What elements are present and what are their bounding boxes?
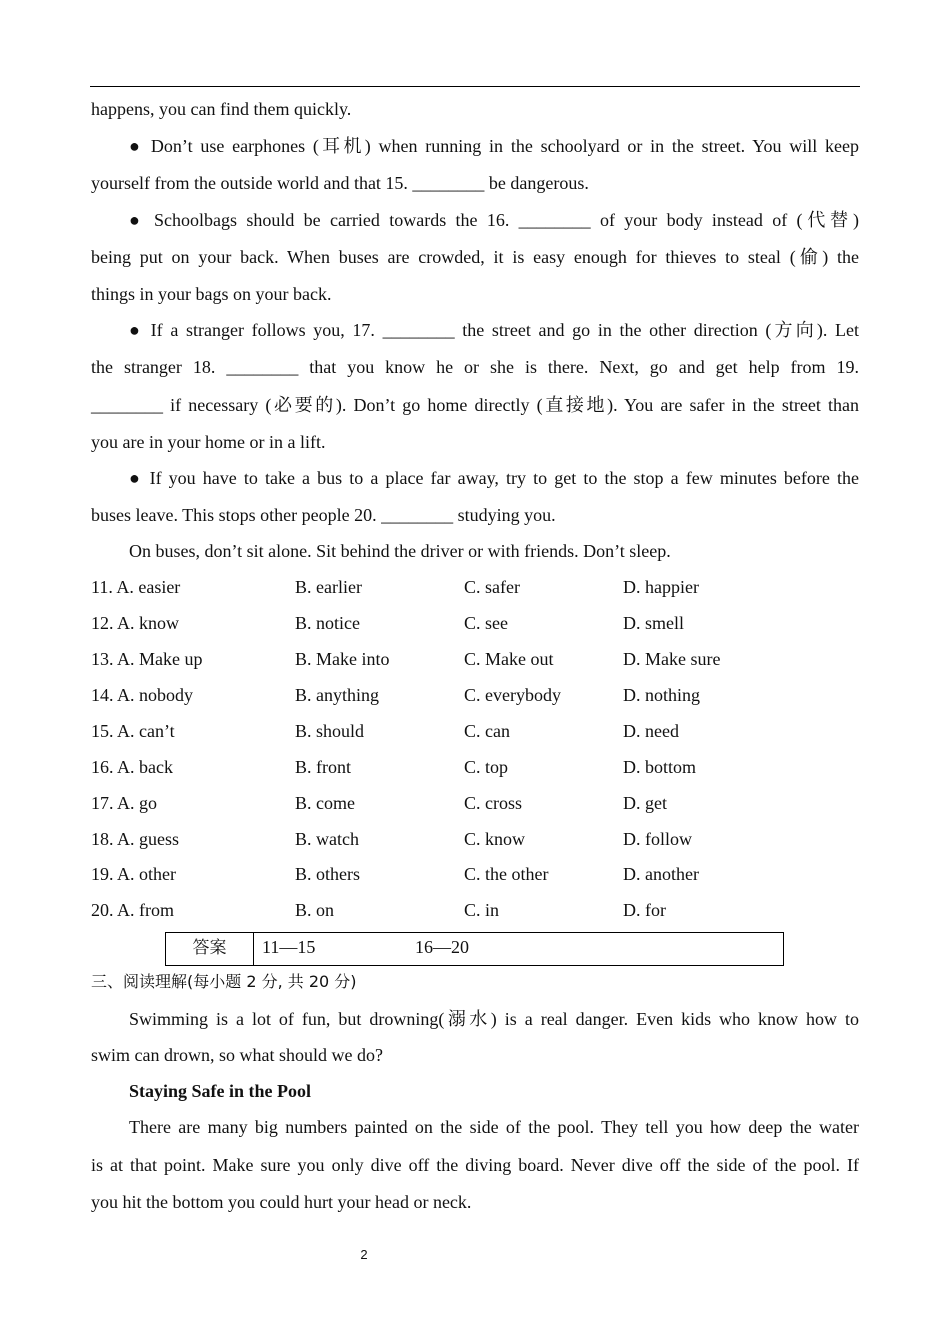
- option-20-a: 20. A. from: [91, 900, 174, 920]
- answer-range-16-20: 16—20: [415, 937, 469, 957]
- option-20-c: C. in: [464, 900, 500, 920]
- option-20-d: D. for: [623, 900, 666, 920]
- text-line: ● Schoolbags should be carried towards the 16. ________ of your body instead of (代替): [129, 210, 859, 230]
- para-line: you hit the bottom you could hurt your head or neck.: [91, 1192, 472, 1212]
- option-14-c: C. everybody: [464, 685, 561, 705]
- para-line: There are many big numbers painted on the side of the pool. They tell you how deep the water: [129, 1117, 859, 1137]
- option-15-d: D. need: [623, 721, 679, 741]
- option-15-b: B. should: [295, 721, 365, 741]
- text-line: things in your bags on your back.: [91, 284, 332, 304]
- answer-range-11-15: 11—15: [262, 937, 316, 957]
- option-14-a: 14. A. nobody: [91, 685, 194, 705]
- option-19-c: C. the other: [464, 864, 549, 884]
- option-13-a: 13. A. Make up: [91, 649, 203, 669]
- option-16-a: 16. A. back: [91, 757, 173, 777]
- option-15-a: 15. A. can’t: [91, 721, 175, 741]
- option-11-b: B. earlier: [295, 577, 362, 597]
- text-line: buses leave. This stops other people 20. ________ studying you.: [91, 505, 556, 525]
- option-13-d: D. Make sure: [623, 649, 721, 669]
- option-13-b: B. Make into: [295, 649, 390, 669]
- option-18-a: 18. A. guess: [91, 829, 180, 849]
- option-19-b: B. others: [295, 864, 360, 884]
- page-number: 2: [360, 1247, 368, 1262]
- intro-line: swim can drown, so what should we do?: [91, 1045, 383, 1065]
- option-17-a: 17. A. go: [91, 793, 158, 813]
- answer-table: [165, 932, 784, 966]
- option-13-c: C. Make out: [464, 649, 554, 669]
- text-line: ________ if necessary (必要的). Don’t go home directly (直接地). You are safer in the street than: [91, 395, 859, 415]
- para-line: is at that point. Make sure you only dive off the diving board. Never dive off the side of the pool. If: [91, 1155, 859, 1175]
- intro-line: Swimming is a lot of fun, but drowning(溺水) is a real danger. Even kids who know how to: [129, 1009, 859, 1029]
- text-line: ● If you have to take a bus to a place far away, try to get to the stop a few minutes before the: [129, 468, 859, 488]
- option-17-c: C. cross: [464, 793, 522, 813]
- option-19-a: 19. A. other: [91, 864, 176, 884]
- text-line: ● If a stranger follows you, 17. ________ the street and go in the other direction (方向). Let: [129, 320, 859, 340]
- text-line: being put on your back. When buses are crowded, it is easy enough for thieves to steal (偷) the: [91, 247, 859, 267]
- option-18-b: B. watch: [295, 829, 359, 849]
- option-11-a: 11. A. easier: [91, 577, 181, 597]
- option-14-b: B. anything: [295, 685, 379, 705]
- answer-label: 答案: [166, 933, 254, 965]
- option-12-b: B. notice: [295, 613, 360, 633]
- option-19-d: D. another: [623, 864, 699, 884]
- text-line: On buses, don’t sit alone. Sit behind the driver or with friends. Don’t sleep.: [129, 541, 671, 561]
- text-line: yourself from the outside world and that 15. ________ be dangerous.: [91, 173, 589, 193]
- option-15-c: C. can: [464, 721, 510, 741]
- option-17-d: D. get: [623, 793, 667, 813]
- text-line: happens, you can find them quickly.: [91, 99, 352, 119]
- header-rule: [90, 86, 860, 87]
- text-line: you are in your home or in a lift.: [91, 432, 326, 452]
- subheading: Staying Safe in the Pool: [129, 1081, 312, 1101]
- option-11-c: C. safer: [464, 577, 520, 597]
- option-17-b: B. come: [295, 793, 355, 813]
- option-16-b: B. front: [295, 757, 351, 777]
- option-12-d: D. smell: [623, 613, 684, 633]
- option-12-c: C. see: [464, 613, 508, 633]
- text-line: ● Don’t use earphones (耳机) when running in the schoolyard or in the street. You will keep: [129, 136, 859, 156]
- option-11-d: D. happier: [623, 577, 699, 597]
- section-heading: 三、阅读理解(每小题 2 分, 共 20 分): [91, 972, 357, 991]
- option-16-c: C. top: [464, 757, 509, 777]
- option-14-d: D. nothing: [623, 685, 701, 705]
- text-line: the stranger 18. ________ that you know he or she is there. Next, go and get help from 19.: [91, 357, 859, 377]
- option-18-d: D. follow: [623, 829, 692, 849]
- option-12-a: 12. A. know: [91, 613, 180, 633]
- option-16-d: D. bottom: [623, 757, 697, 777]
- option-20-b: B. on: [295, 900, 335, 920]
- option-18-c: C. know: [464, 829, 526, 849]
